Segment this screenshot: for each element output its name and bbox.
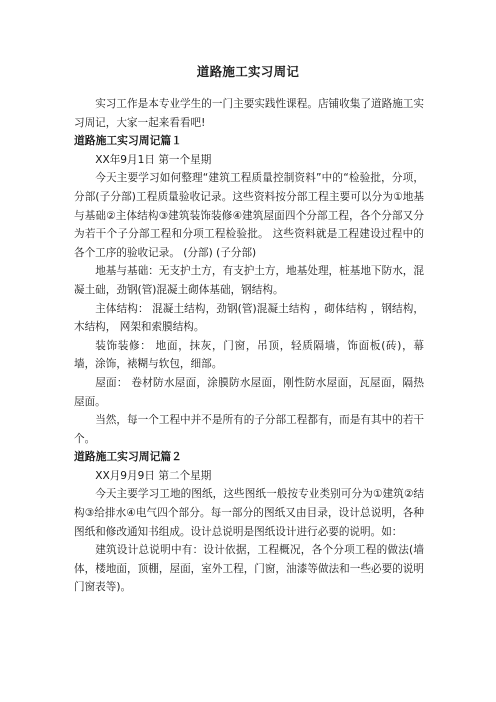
section-heading: 道路施工实习周记篇２ [74, 450, 182, 464]
paragraph: 屋面： 卷材防水屋面，涂膜防水屋面，刚性防水屋面，瓦屋面，隔热屋面。 [74, 376, 424, 408]
section-heading: 道路施工实习周记篇１ [74, 134, 182, 148]
paragraph: 地基与基础：无支护土方，有支护土方，地基处理，桩基地下防水，混凝土础，劲钢(管)混凝土砌体基础，钢结构。 [74, 265, 424, 296]
paragraph: 今天主要学习工地的图纸，这些图纸一般按专业类别可分为①建筑②结构③给排水④电气四个部分。每一部分的图纸又由目录，设计总说明，各种图纸和修改通知书组成。设计总说明是图纸设计进行必要的说明。如： [74, 488, 424, 538]
paragraph: XX月9月9日 第二个星期 [95, 469, 212, 482]
paragraph: 建筑设计总说明中有：设计依据，工程概况，各个分项工程的做法(墙体，楼地面，顶棚，屋面，室外工程，门窗，油漆等做法和一些必要的说明门窗表等)。 [74, 544, 424, 594]
document-title: 道路施工实习周记 [196, 64, 300, 79]
paragraph: 当然，每一个工程中并不是所有的子分部工程都有，而是有其中的若干个。 [74, 414, 424, 445]
paragraph: XX年9月1日 第一个星期 [95, 153, 212, 166]
paragraph: 今天主要学习如何整理“建筑工程质量控制资料”中的“检验批，分项，分部(子分部)工程质量验收记录。这些资料按分部工程主要可以分为①地基与基础②主体结构③建筑装饰装修④建筑屋面四个分部工程，各个分部又分为若干个子分部工程和分项工程检验批。 这些资料就是工程建设过程中的各个工序的验收记录。 (分部) (子分部) [74, 172, 424, 259]
intro-paragraph: 实习工作是本专业学生的一门主要实践性课程。店铺收集了道路施工实习周记，大家一起来看看吧! [74, 98, 424, 129]
document-body [74, 95, 424, 597]
paragraph: 装饰装修： 地面，抹灰，门窗，吊顶，轻质隔墙，饰面板(砖)，幕墙，涂饰，裱糊与软包，细部。 [74, 339, 424, 371]
paragraph: 主体结构： 混凝土结构，劲钢(管)混凝土结构 ，砌体结构 ，钢结构，木结构， 网架和索膜结构。 [74, 302, 424, 334]
